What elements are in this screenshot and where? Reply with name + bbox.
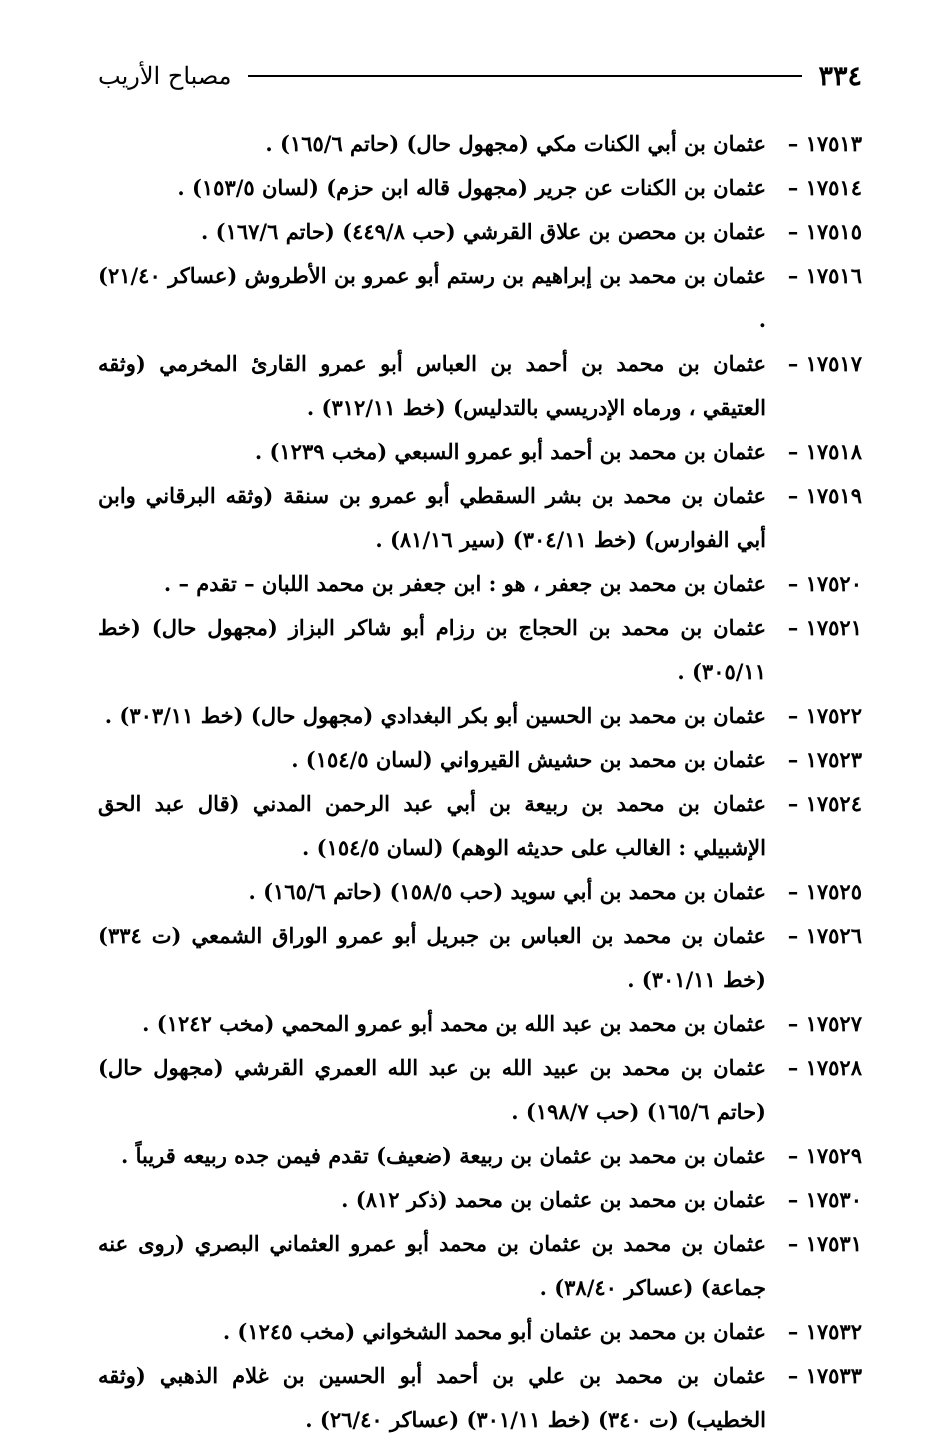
entry-text: عثمان بن محمد بن أبي سويد (حب ١٥٨/٥) (حاتم ١٦٥/٦) .	[248, 879, 766, 904]
entry-number: ١٧٥٢٨ –	[787, 1055, 862, 1080]
entry-17520	[98, 562, 862, 606]
entry-17526	[98, 914, 862, 1002]
entry-text: عثمان بن أبي الكنات مكي (مجهول حال) (حاتم ١٦٥/٦) .	[265, 131, 766, 156]
entry-17516	[98, 254, 862, 342]
entry-text: عثمان بن محمد بن علي بن أحمد أبو الحسين بن غلام الذهبي (وثقه الخطيب) (ت ٣٤٠) (خط ٣٠١/١١) (عساكر ٢٦/٤٠) .	[98, 1363, 766, 1432]
entry-17532	[98, 1310, 862, 1354]
entry-text: عثمان بن محمد بن عبد الله بن محمد أبو عمرو المحمي (مخب ١٢٤٢) .	[142, 1011, 766, 1036]
entry-text: عثمان بن محمد بن إبراهيم بن رستم أبو عمرو بن الأطروش (عساكر ٢١/٤٠) .	[98, 263, 766, 332]
entry-17528	[98, 1046, 862, 1134]
entry-text: عثمان بن محمد بن حشيش القيرواني (لسان ١٥٤/٥) .	[291, 747, 766, 772]
entry-number: ١٧٥٢٧ –	[787, 1011, 862, 1036]
entry-number: ١٧٥٢٦ –	[787, 923, 862, 948]
entry-text: عثمان بن محمد بن الحجاج بن رزام أبو شاكر البزاز (مجهول حال) (خط ٣٠٥/١١) .	[98, 615, 766, 684]
entry-17513	[98, 122, 862, 166]
entry-17530	[98, 1178, 862, 1222]
entry-text: عثمان بن محمد بن عثمان بن محمد (ذكر ٨١٢) .	[341, 1187, 766, 1212]
entry-text: عثمان بن محمد بن الحسين أبو بكر البغدادي (مجهول حال) (خط ٣٠٣/١١) .	[104, 703, 766, 728]
entry-text: عثمان بن محمد بن ربيعة بن أبي عبد الرحمن المدني (قال عبد الحق الإشبيلي : الغالب على حديثه الوهم) (لسان ١٥٤/٥) .	[98, 791, 766, 860]
entry-number: ١٧٥١٦ –	[787, 263, 862, 288]
entry-number: ١٧٥١٥ –	[787, 219, 862, 244]
entry-number: ١٧٥٢٢ –	[787, 703, 862, 728]
entry-17527	[98, 1002, 862, 1046]
entry-number: ١٧٥١٩ –	[787, 483, 862, 508]
entry-text: عثمان بن محمد بن جعفر ، هو : ابن جعفر بن محمد اللبان – تقدم – .	[163, 571, 766, 596]
entry-text: عثمان بن الكنات عن جرير (مجهول قاله ابن حزم) (لسان ١٥٣/٥) .	[177, 175, 766, 200]
entry-number: ١٧٥٣٠ –	[787, 1187, 862, 1212]
entry-list	[98, 122, 862, 1442]
running-title: مصباح الأريب	[98, 62, 232, 90]
entry-text: عثمان بن محمد بن بشر السقطي أبو عمرو بن سنقة (وثقه البرقاني وابن أبي الفوارس) (خط ٣٠٤/١١) (سير ٨١/١٦) .	[98, 483, 766, 552]
entry-17523	[98, 738, 862, 782]
entry-17529	[98, 1134, 862, 1178]
entry-text: عثمان بن محمد بن عبيد الله بن عبد الله العمري القرشي (مجهول حال) (حاتم ١٦٥/٦) (حب ١٩٨/٧) .	[98, 1055, 766, 1124]
entry-text: عثمان بن محمد بن عثمان بن ربيعة (ضعيف) تقدم فيمن جده ربيعه قريباً .	[120, 1143, 766, 1168]
entry-text: عثمان بن محصن بن علاق القرشي (حب ٤٤٩/٨) (حاتم ١٦٧/٦) .	[201, 219, 766, 244]
entry-17522	[98, 694, 862, 738]
entry-text: عثمان بن محمد بن عثمان أبو محمد الشخواني (مخب ١٢٤٥) .	[222, 1319, 766, 1344]
entry-17521	[98, 606, 862, 694]
entry-number: ١٧٥٢٤ –	[787, 791, 862, 816]
entry-number: ١٧٥٣٢ –	[787, 1319, 862, 1344]
entry-number: ١٧٥٢٩ –	[787, 1143, 862, 1168]
entry-number: ١٧٥١٣ –	[787, 131, 862, 156]
page-number: ٣٣٤	[818, 60, 862, 92]
entry-number: ١٧٥٣٣ –	[787, 1363, 862, 1388]
entry-17524	[98, 782, 862, 870]
entry-text: عثمان بن محمد بن أحمد بن العباس أبو عمرو القارئ المخرمي (وثقه العتيقي ، ورماه الإدريسي بالتدليس) (خط ٣١٢/١١) .	[98, 351, 766, 420]
entry-number: ١٧٥١٨ –	[787, 439, 862, 464]
header-rule	[248, 75, 803, 77]
entry-number: ١٧٥٣١ –	[787, 1231, 862, 1256]
entry-17517	[98, 342, 862, 430]
entry-17515	[98, 210, 862, 254]
entry-number: ١٧٥٢١ –	[787, 615, 862, 640]
entry-text: عثمان بن محمد بن العباس بن جبريل أبو عمرو الوراق الشمعي (ت ٣٣٤) (خط ٣٠١/١١) .	[98, 923, 766, 992]
entry-17519	[98, 474, 862, 562]
entry-17533	[98, 1354, 862, 1442]
entry-number: ١٧٥٢٠ –	[787, 571, 862, 596]
entry-17531	[98, 1222, 862, 1310]
entry-number: ١٧٥١٧ –	[787, 351, 862, 376]
entry-17514	[98, 166, 862, 210]
entry-number: ١٧٥٢٣ –	[787, 747, 862, 772]
entry-number: ١٧٥١٤ –	[787, 175, 862, 200]
entry-text: عثمان بن محمد بن أحمد أبو عمرو السبعي (مخب ١٢٣٩) .	[254, 439, 766, 464]
entry-17518	[98, 430, 862, 474]
page-header	[98, 58, 862, 94]
entry-text: عثمان بن محمد بن عثمان بن محمد أبو عمرو العثماني البصري (روى عنه جماعة) (عساكر ٣٨/٤٠) .	[98, 1231, 766, 1300]
entry-17525	[98, 870, 862, 914]
entry-number: ١٧٥٢٥ –	[787, 879, 862, 904]
